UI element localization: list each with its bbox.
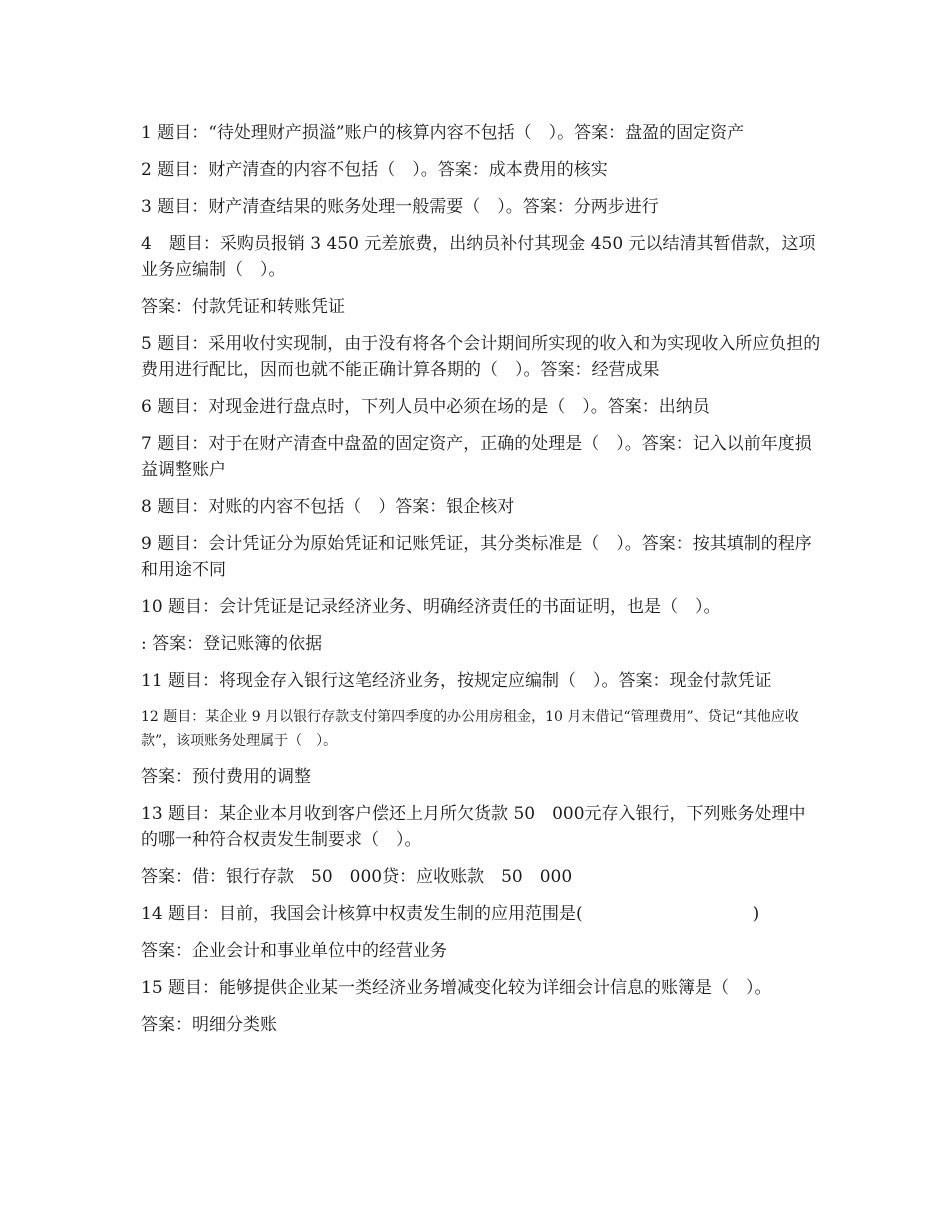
question-7: 7 题目：对于在财产清查中盘盈的固定资产，正确的处理是（ ）。答案：记入以前年度损益调整账户: [141, 434, 812, 480]
answer-14: 答案：企业会计和事业单位中的经营业务: [141, 941, 447, 961]
question-12: 12 题目：某企业 9 月以银行存款支付第四季度的办公用房租金，10 月末借记“管理费用”、贷记“其他应收款”，该项账务处理属于（ ）。: [141, 709, 799, 749]
answer-13: 答案：借：银行存款 50 000贷：应收账款 50 000: [141, 867, 573, 887]
question-15: 15 题目：能够提供企业某一类经济业务增减变化较为详细会计信息的账簿是（ ）。: [141, 978, 772, 998]
answer-15: 答案：明细分类账: [141, 1015, 277, 1035]
question-14-text: 14 题目：目前，我国会计核算中权责发生制的应用范围是(: [141, 904, 583, 924]
question-6: 6 题目：对现金进行盘点时，下列人员中必须在场的是（ ）。答案：出纳员: [141, 397, 710, 417]
answer-4: 答案：付款凭证和转账凭证: [141, 297, 345, 317]
question-9: 9 题目：会计凭证分为原始凭证和记账凭证，其分类标准是（ ）。答案：按其填制的程序和用途不同: [141, 534, 812, 580]
question-14: [141, 901, 821, 927]
question-3: 3 题目：财产清查结果的账务处理一般需要（ ）。答案：分两步进行: [141, 197, 659, 217]
question-1: 1 题目：“待处理财产损溢”账户的核算内容不包括（ ）。答案：盘盈的固定资产: [141, 123, 745, 143]
answer-10: : 答案：登记账簿的依据: [141, 634, 323, 654]
document-body: [141, 120, 821, 1049]
question-2: 2 题目：财产清查的内容不包括（ ）。答案：成本费用的核实: [141, 160, 608, 180]
question-8: 8 题目：对账的内容不包括（ ）答案：银企核对: [141, 497, 515, 517]
question-10: 10 题目：会计凭证是记录经济业务、明确经济责任的书面证明，也是（ ）。: [141, 597, 721, 617]
question-5: 5 题目：采用收付实现制，由于没有将各个会计期间所实现的收入和为实现收入所应负担的费用进行配比，因而也就不能正确计算各期的（ ）。答案：经营成果: [141, 334, 821, 380]
question-11: 11 题目：将现金存入银行这笔经济业务，按规定应编制（ ）。答案：现金付款凭证: [141, 671, 772, 691]
question-4: 4 题目：采购员报销 3 450 元差旅费，出纳员补付其现金 450 元以结清其暂借款，这项业务应编制（ ）。: [141, 234, 816, 280]
answer-12: 答案：预付费用的调整: [141, 767, 311, 787]
question-14-close: ): [752, 904, 760, 924]
question-13: 13 题目：某企业本月收到客户偿还上月所欠货款 50 000元存入银行，下列账务处理中的哪一种符合权责发生制要求（ ）。: [141, 804, 806, 850]
